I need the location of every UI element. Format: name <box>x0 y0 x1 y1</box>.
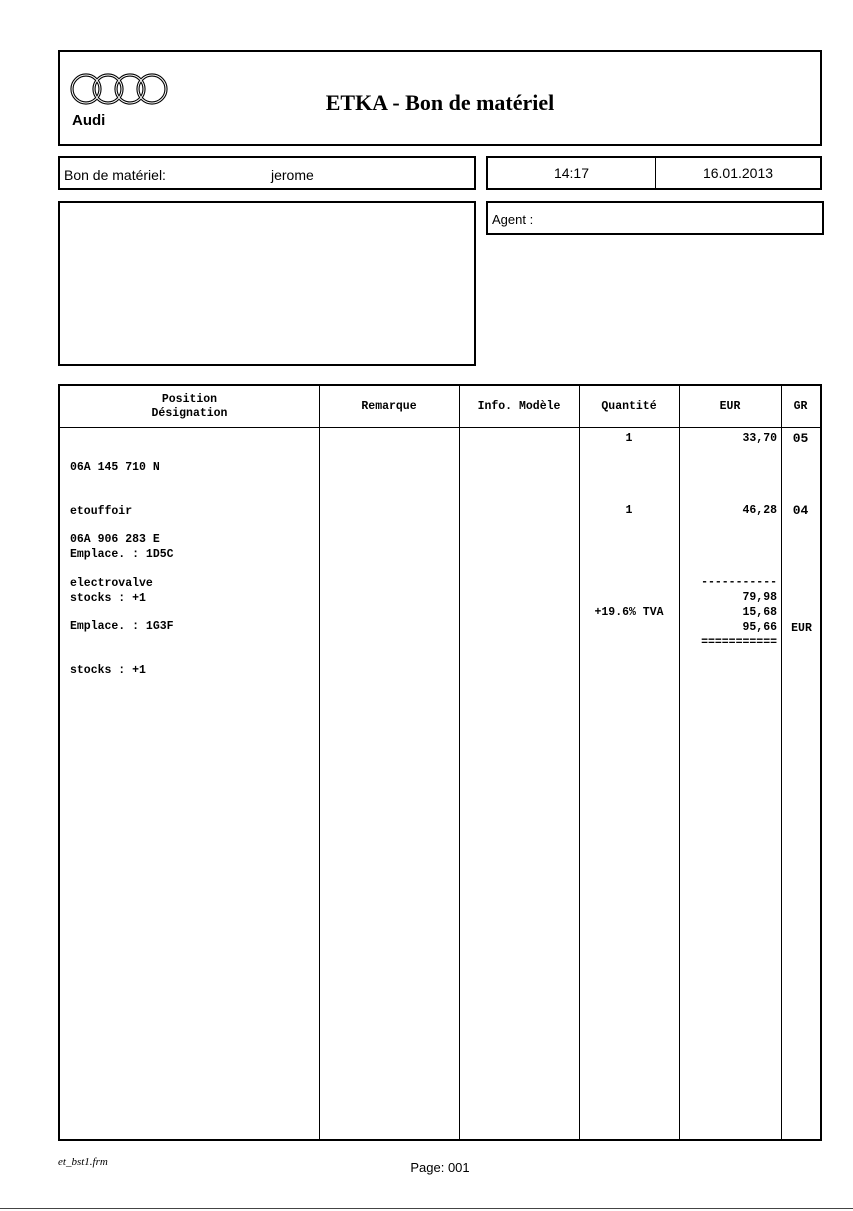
total-value: 95,66 <box>742 621 777 634</box>
bottom-rule <box>0 1208 853 1209</box>
item-price: 33,70 <box>742 432 777 445</box>
column-divider <box>781 386 782 1139</box>
date-value: 16.01.2013 <box>702 165 774 181</box>
part-name: etouffoir <box>70 504 133 518</box>
part-stock: stocks : +1 <box>70 663 146 677</box>
header-gr: GR <box>793 399 808 413</box>
item-quantity: 1 <box>625 432 633 445</box>
totals-separator: ----------- <box>701 576 777 589</box>
header-remarque: Remarque <box>361 399 417 413</box>
header-position <box>60 386 319 427</box>
header-info-modele: Info. Modèle <box>477 399 561 413</box>
header-quantite: Quantité <box>601 399 657 413</box>
item-group: 04 <box>792 503 809 518</box>
header-divider <box>60 427 820 428</box>
item-group: 05 <box>792 431 809 446</box>
column-divider <box>679 386 680 1139</box>
item-quantity: 1 <box>625 504 633 517</box>
subtotal-value: 79,98 <box>742 591 777 604</box>
document-title: ETKA - Bon de matériel <box>325 90 555 115</box>
address-box <box>58 201 476 366</box>
document-header <box>58 50 822 146</box>
totals-double-line: =========== <box>701 636 777 649</box>
column-divider <box>579 386 580 1139</box>
part-location: Emplace. : 1D5C <box>70 548 174 561</box>
vat-label: +19.6% TVA <box>594 606 664 619</box>
agent-box <box>486 201 824 235</box>
header-position-label: Position <box>161 392 218 406</box>
order-box <box>58 156 476 190</box>
datetime-box <box>486 156 822 190</box>
header-eur: EUR <box>719 399 741 413</box>
total-currency: EUR <box>791 622 812 635</box>
order-value: jerome <box>271 167 314 183</box>
part-number: 06A 906 283 E <box>70 533 160 546</box>
agent-label: Agent : <box>492 212 534 227</box>
page-number: Page: 001 <box>410 1160 470 1175</box>
order-label: Bon de matériel: <box>64 167 166 183</box>
column-divider <box>459 386 460 1139</box>
item-price: 46,28 <box>742 504 777 517</box>
part-number: 06A 145 710 N <box>70 461 160 474</box>
time-value: 14:17 <box>488 158 656 188</box>
logo-text: Audi <box>72 112 106 129</box>
part-location: Emplace. : 1G3F <box>70 620 174 633</box>
vat-amount: 15,68 <box>742 606 777 619</box>
part-stock: stocks : +1 <box>70 591 146 605</box>
table-row <box>70 504 174 707</box>
form-name: et_bst1.frm <box>58 1156 108 1168</box>
column-divider <box>319 386 320 1139</box>
header-designation-label: Désignation <box>151 406 228 420</box>
part-name: electrovalve <box>70 576 153 590</box>
items-table <box>58 384 822 1141</box>
